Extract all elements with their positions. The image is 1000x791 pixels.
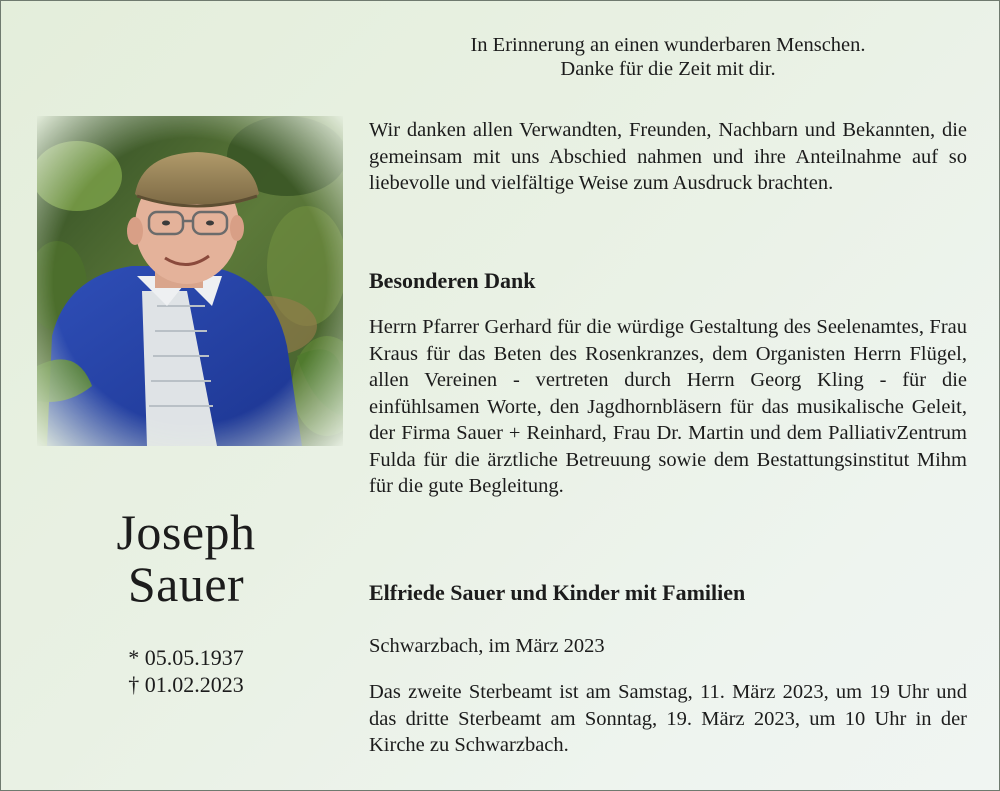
motto-line-1: In Erinnerung an einen wunderbaren Menschen. [470, 34, 866, 56]
thanks-paragraph: Wir danken allen Verwandten, Freunden, Nachbarn und Bekannten, die gemeinsam mit uns Abschied nahmen und ihre Anteilnahme auf so liebevolle und vielfältige Weise zum Ausdruck brachten. [369, 119, 967, 194]
memorial-motto [369, 33, 967, 81]
deceased-name [41, 506, 331, 610]
last-name: Sauer [127, 556, 245, 612]
place-and-date: Schwarzbach, im März 2023 [369, 635, 605, 657]
motto-line-2: Danke für die Zeit mit dir. [560, 58, 776, 80]
special-thanks-heading: Besonderen Dank [369, 268, 536, 293]
special-thanks-text: Herrn Pfarrer Gerhard für die würdige Gestaltung des Seelenamtes, Frau Kraus für das Beten des Rosenkranzes, dem Organisten Herrn Flügel, allen Vereinen - vertreten durch Herrn Georg Kling - für die einfühlsamen Worte, den Jagdhornbläsern für das musikalische Geleit, der Firma Sauer + Reinhard, Frau Dr. Martin und dem PalliativZentrum Fulda für die ärztliche Betreuung sowie dem Bestattungsinstitut Mihm für die gute Begleitung. [369, 316, 967, 497]
service-notice: Das zweite Sterbeamt ist am Samstag, 11. März 2023, um 19 Uhr und das dritte Sterbeamt am Sonntag, 19. März 2023, um 10 Uhr in der Kirche zu Schwarzbach. [369, 681, 967, 756]
family-signature: Elfriede Sauer und Kinder mit Familien [369, 580, 746, 605]
birth-date: * 05.05.1937 [128, 645, 244, 670]
portrait-photo [37, 116, 343, 446]
first-name: Joseph [116, 504, 256, 560]
death-date: † 01.02.2023 [128, 672, 244, 697]
life-dates [41, 644, 331, 698]
